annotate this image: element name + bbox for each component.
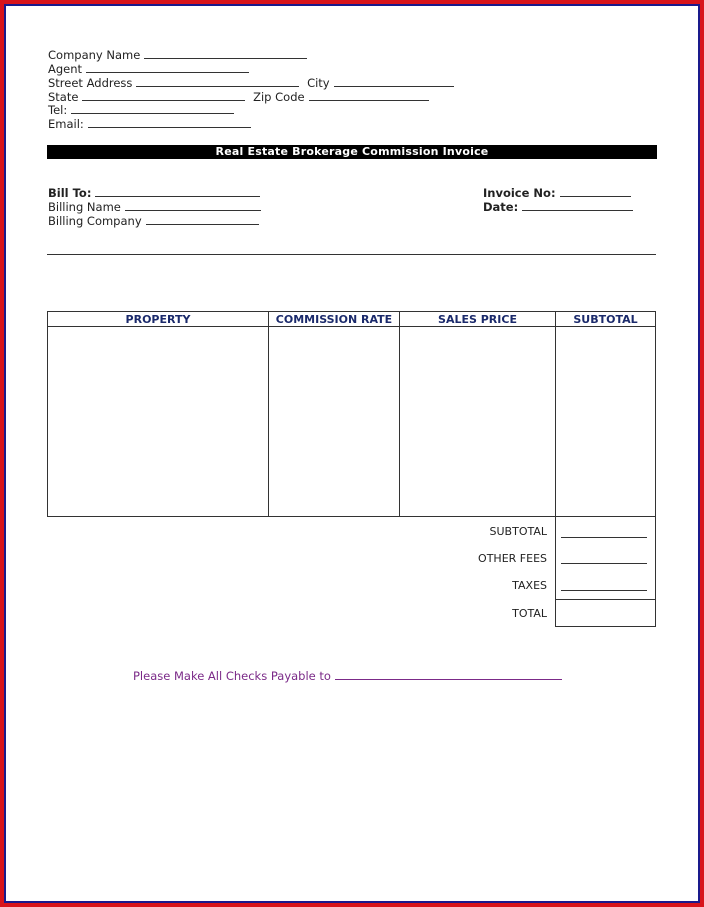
column-header-subtotal: SUBTOTAL [573,313,638,326]
email-label: Email: [48,117,84,131]
billing-company-label: Billing Company [48,214,142,228]
payable-field[interactable] [133,669,562,683]
invoice-no-blank[interactable] [560,186,631,197]
city-label: City [307,76,330,90]
commission-rate-cell[interactable] [269,327,399,516]
subtotal-label: SUBTOTAL [489,525,547,538]
property-cell[interactable] [48,327,268,516]
subtotal-cell[interactable] [556,327,655,516]
other-fees-blank[interactable] [561,563,647,564]
payable-label: Please Make All Checks Payable to [133,669,331,683]
agent-blank[interactable] [86,62,249,73]
divider-line [47,254,656,255]
sales-price-cell[interactable] [400,327,555,516]
bill-to-field[interactable] [48,186,260,200]
date-label: Date: [483,200,519,214]
email-blank[interactable] [88,117,251,128]
billing-company-field[interactable] [48,214,259,228]
billing-name-blank[interactable] [125,200,261,211]
agent-label: Agent [48,62,83,76]
zip-code-blank[interactable] [309,90,429,101]
taxes-blank[interactable] [561,590,647,591]
street-address-blank[interactable] [136,76,299,87]
items-table [47,311,656,517]
state-blank[interactable] [82,90,245,101]
zip-code-label: Zip Code [253,90,305,104]
agent-field[interactable] [48,62,249,76]
taxes-label: TAXES [512,579,547,592]
state-field[interactable] [48,90,429,104]
other-fees-label: OTHER FEES [478,552,547,565]
bill-to-blank[interactable] [95,186,260,197]
billing-name-field[interactable] [48,200,261,214]
billing-company-blank[interactable] [146,214,259,225]
company-name-field[interactable] [48,48,307,62]
city-blank[interactable] [334,76,454,87]
company-name-label: Company Name [48,48,141,62]
totals-box [555,517,656,627]
column-header-property: PROPERTY [125,313,191,326]
street-address-field[interactable] [48,76,454,90]
date-blank[interactable] [522,200,633,211]
total-label: TOTAL [512,607,547,620]
tel-blank[interactable] [71,103,234,114]
tel-field[interactable] [48,103,234,117]
total-separator [556,599,655,600]
invoice-title: Real Estate Brokerage Commission Invoice [47,145,657,159]
state-label: State [48,90,79,104]
date-field[interactable] [483,200,633,214]
invoice-no-label: Invoice No: [483,186,556,200]
tel-label: Tel: [48,103,68,117]
company-name-blank[interactable] [144,48,307,59]
street-address-label: Street Address [48,76,133,90]
column-header-sales-price: SALES PRICE [438,313,517,326]
email-field[interactable] [48,117,251,131]
payable-blank[interactable] [335,669,562,680]
column-header-commission-rate: COMMISSION RATE [275,313,393,326]
subtotal-blank[interactable] [561,537,647,538]
invoice-no-field[interactable] [483,186,631,200]
bill-to-label: Bill To: [48,186,92,200]
billing-name-label: Billing Name [48,200,121,214]
